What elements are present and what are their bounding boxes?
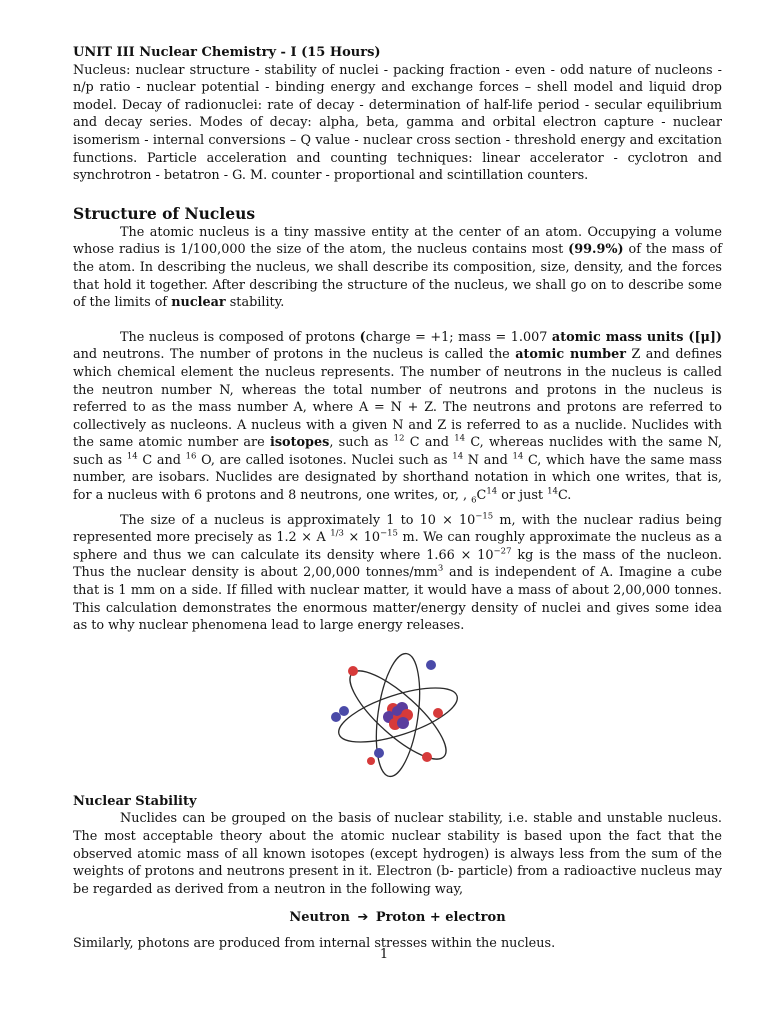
- structure-paragraph-1: The atomic nucleus is a tiny massive entity at the center of an atom. Occupying a volume whose radius is 1/100,000 the size of the atom, the nucleus contains most (99.9%) of the mass of the atom. In describing the nucleus, we shall describe its composition, size, density, and the forces that hold it together. After describing the structure of the nucleus, we shall go on to describe some of the limits of nuclear stability.: [73, 224, 722, 311]
- syllabus-paragraph: Nucleus: nuclear structure - stability of nuclei - packing fraction - even - odd nature of nucleons - n/p ratio - nuclear potential - binding energy and exchange forces – shell model and liquid drop model. Decay of radionuclei: rate of decay - determination of half-life period - secular equilibrium and decay series. Modes of decay: alpha, beta, gamma and orbital electron capture - nuclear isomerism - internal conversions – Q value - nuclear cross section - threshold energy and excitation functions. Particle acceleration and counting techniques: linear accelerator - cyclotron and synchrotron - betatron - G. M. counter - proportional and scintillation counters.: [73, 62, 722, 184]
- equation-left: Neutron: [289, 910, 350, 926]
- decay-equation: [73, 910, 722, 925]
- structure-paragraph-2: The nucleus is composed of protons (charge = +1; mass = 1.007 atomic mass units ([μ]) and neutrons. The number of protons in the nucleus is called the atomic number Z and defines which chemical element the nucleus represents. The number of neutrons in the nucleus is called the neutron number N, whereas the total number of neutrons and protons in the nucleus is referred to as the mass number A, where A = N + Z. The neutrons and protons are referred to collectively as nucleons. A nucleus with a given N and Z is referred to as a nuclide. Nuclides with the same atomic number are isotopes, such as $^{12}$ C and $^{14}$ C, whereas nuclides with the same N, such as $^{14}$ C and $^{16}$ O, are called isotones. Nuclei such as $^{14}$ N and $^{14}$ C, which have the same mass number, are isobars. Nuclides are designated by shorthand notation in which one writes, that is, for a nucleus with 6 protons and 8 neutrons, one writes, or, , $_6C^{14}$ or just $^{14}$C.: [73, 329, 722, 506]
- unit-title: UNIT III Nuclear Chemistry - I (15 Hours): [73, 45, 381, 60]
- atom-model-icon: [323, 649, 473, 779]
- right-arrow-icon: ➔: [357, 910, 369, 926]
- stability-paragraph-2: Similarly, photons are produced from internal stresses within the nucleus.: [73, 936, 556, 952]
- structure-paragraph-3: The size of a nucleus is approximately 1 to $10 \times 10^{-15}$ m, with the nuclear radius being represented more precisely as 1.2 × A $^{1/3} \times 10^{-15}$ m. We can roughly approximate the nucleus as a sphere and thus we can calculate its density where $1.66 \times 10^{-27}$ kg is the mass of the nucleon. Thus the nuclear density is about 2,00,000 tonnes/$mm^3$ and is independent of A. Imagine a cube that is 1 mm on a side. If filled with nuclear matter, it would have a mass of about 2,00,000 tonnes. This calculation demonstrates the enormous matter/energy density of nuclei and gives some idea as to why nuclear phenomena lead to large energy releases.: [73, 511, 723, 634]
- nucleus: [383, 702, 413, 730]
- equation-right: Proton + electron: [375, 910, 506, 926]
- page-number: 1: [379, 947, 389, 962]
- section-heading-structure: Structure of Nucleus: [73, 203, 256, 223]
- atom-figure: [73, 649, 722, 779]
- stability-paragraph-1: Nuclides can be grouped on the basis of nuclear stability, i.e. stable and unstable nucleus. The most acceptable theory about the atomic nuclear stability is based upon the fact that the observed atomic mass of all known isotopes (except hydrogen) is always less from the sum of the weights of protons and neutrons present in it. Electron (b- particle) from a radioactive nucleus may be regarded as derived from a neutron in the following way,: [73, 811, 722, 897]
- section-heading-stability: Nuclear Stability: [73, 793, 197, 809]
